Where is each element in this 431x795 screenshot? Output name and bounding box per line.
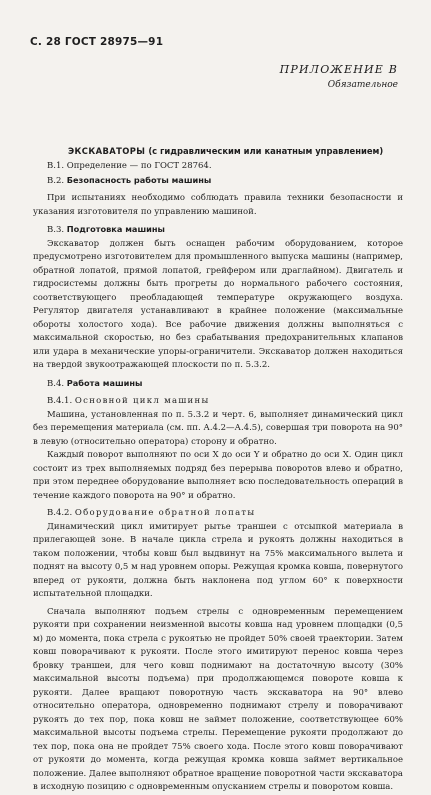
clause-heading: Подготовка машины bbox=[66, 224, 165, 234]
clause-heading: Основной цикл машины bbox=[74, 396, 210, 406]
page-header: С. 28 ГОСТ 28975—91 bbox=[30, 36, 164, 48]
section-title bbox=[68, 146, 383, 156]
section-title-sub: (с гидравлическим или канатным управлением) bbox=[148, 146, 384, 156]
clause-number: В.4.2. bbox=[47, 508, 73, 518]
appendix-block bbox=[280, 63, 398, 90]
appendix-label: ПРИЛОЖЕНИЕ В bbox=[279, 63, 398, 76]
paragraph: Сначала выполняют подъем стрелы с одновременным перемещением рукояти при сохранении неизменной высоты ковша над уровнем площадки (0,5 м) до момента, пока стрела с рукоятью не пройдет 50% своей траектории. Затем ковш поворачивают к рукояти. После этого имитируют перенос ковша через бровку траншеи, для чего ковш поднимают на достаточную высоту (30% максимальной высоты подъема) при продолжающемся повороте ковша к рукояти. Далее вращают поворотную часть экскаватора на 90° влево относительно оператора, одновременно поднимают стрелу и поворачивают рукоять до тех пор, пока ковш не займет положение, соответствующее 60% максимальной высоты подъема стрелы. Перемещение рукояти продолжают до тех пор, пока она не пройдет 75% своего хода. После этого ковш поворачивают от рукояти до момента, когда режущая кромка ковша займет вертикальное положение. Далее выполняют обратное вращение поворотной части экскаватора в исходную позицию с одновременным опусканием стрелы и поворотом ковша. bbox=[33, 606, 403, 792]
clause-b3 bbox=[33, 223, 403, 238]
clause-b1 bbox=[33, 160, 403, 174]
paragraph: Каждый поворот выполняют по оси X до оси Y и обратно до оси X. Один цикл состоит из трех выполняемых подряд без перерыва поворотов влево и обратно, при этом переднее оборудование выполняет всю последовательность операций в течение каждого поворота на 90° и обратно. bbox=[33, 450, 403, 501]
clause-number: В.4. bbox=[47, 378, 65, 389]
section-title-main: ЭКСКАВАТОРЫ bbox=[68, 146, 146, 156]
clause-b2 bbox=[33, 174, 403, 189]
clause-heading: Оборудование обратной лопаты bbox=[74, 508, 256, 518]
clause-number: В.3. bbox=[47, 225, 65, 235]
clause-b4 bbox=[33, 377, 403, 392]
paragraph: Динамический цикл имитирует рытье траншеи с отсыпкой материала в прилегающей зоне. В начале цикла стрела и рукоять должны находиться в таком положении, чтобы ковш был выдвинут на 75% максимального вылета и поднят на высоту 0,5 м над уровнем опоры. Режущая кромка ковша, повернутого вперед от рукояти, должна быть наклонена под углом 60° к поверхности испытательной площадки. bbox=[33, 521, 403, 599]
clause-heading: Безопасность работы машины bbox=[66, 174, 212, 185]
clause-text: Определение — по ГОСТ 28764. bbox=[66, 161, 212, 171]
clause-number: В.1. bbox=[47, 161, 65, 171]
clause-number: В.2. bbox=[47, 175, 65, 186]
paragraph: Экскаватор должен быть оснащен рабочим оборудованием, которое предусмотрено изготовителем для промышленного выпуска машины (например, обратной лопатой, прямой лопатой, грейфером или драглайном). Двигатель и гидросистемы должны быть прогреты до нормального рабочего состояния, соответствующего преобладающей температуре окружающего воздуха. Регулятор двигателя устанавливают в крайнее положение (максимальные обороты холостого хода). Все рабочие движения должны выполняться с максимальной скоростью, но без срабатывания предохранительных клапанов или удара в механические упоры-ограничители. Экскаватор должен находиться на твердой звукоотражающей плоскости по п. 5.3.2. bbox=[33, 238, 403, 370]
paragraph: При испытаниях необходимо соблюдать правила техники безопасности и указания изготовителя по управлению машиной. bbox=[33, 193, 403, 217]
clause-b42 bbox=[33, 507, 403, 521]
paragraph: Машина, установленная по п. 5.3.2 и черт. 6, выполняет динамический цикл без перемещения материала (см. пп. А.4.2—А.4.5), совершая три поворота на 90° в левую (относительно оператора) сторону и обратно. bbox=[33, 409, 403, 447]
appendix-status: Обязательное bbox=[327, 80, 398, 90]
document-body bbox=[33, 160, 403, 795]
clause-number: В.4.1. bbox=[47, 396, 73, 406]
clause-b41 bbox=[33, 395, 403, 409]
clause-heading: Работа машины bbox=[66, 377, 143, 388]
